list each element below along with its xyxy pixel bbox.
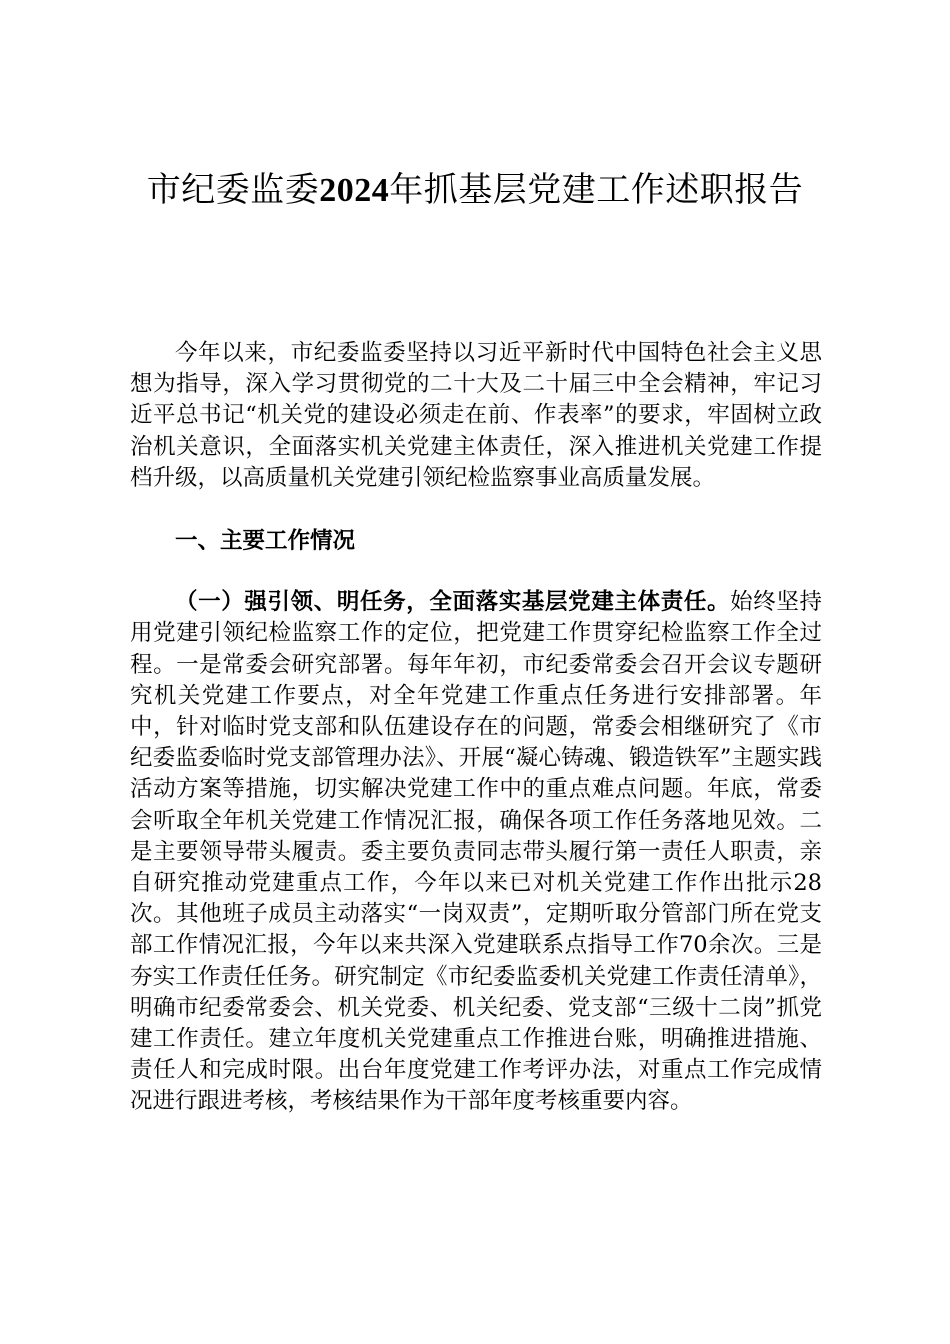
title-suffix: 年抓基层党建工作述职报告 — [389, 170, 804, 210]
section-heading: 一、主要工作情况 — [175, 528, 356, 555]
title-year: 2024 — [319, 172, 390, 209]
title-prefix: 市纪委监委 — [146, 170, 320, 210]
document-body — [130, 338, 822, 1118]
subsection-body: 始终坚持用党建引领纪检监察工作的定位，把党建工作贯穿纪检监察工作全过程。一是常委会研究部署。每年年初，市纪委常委会召开会议专题研究机关党建工作要点，对全年党建工作重点任务进行安排部署。年中，针对临时党支部和队伍建设存在的问题，常委会相继研究了《市纪委监委临时党支部管理办法》、开展“凝心铸魂、锻造铁军”主题实践活动方案等措施，切实解决党建工作中的重点难点问题。年底，常委会听取全年机关党建工作情况汇报，确保各项工作任务落地见效。二是主要领导带头履责。委主要负责同志带头履行第一责任人职责，亲自研究推动党建重点工作，今年以来已对机关党建工作作出批示28次。其他班子成员主动落实“一岗双责”，定期听取分管部门所在党支部工作情况汇报，今年以来共深入党建联系点指导工作70余次。三是夯实工作责任任务。研究制定《市纪委监委机关党建工作责任清单》，明确市纪委常委会、机关党委、机关纪委、党支部“三级十二岗”抓党建工作责任。建立年度机关党建重点工作推进台账，明确推进措施、责任人和完成时限。出台年度党建工作考评办法，对重点工作完成情况进行跟进考核，考核结果作为干部年度考核重要内容。 — [130, 589, 822, 1115]
subsection-paragraph — [130, 587, 822, 1117]
intro-paragraph: 今年以来，市纪委监委坚持以习近平新时代中国特色社会主义思想为指导，深入学习贯彻党的二十大及二十届三中全会精神，牢记习近平总书记“机关党的建设必须走在前、作表率”的要求，牢固树立政治机关意识，全面落实机关党建主体责任，深入推进机关党建工作提档升级，以高质量机关党建引领纪检监察事业高质量发展。 — [130, 340, 822, 491]
subsection-lead: （一）强引领、明任务，全面落实基层党建主体责任。 — [175, 589, 731, 616]
document-title — [0, 166, 950, 215]
